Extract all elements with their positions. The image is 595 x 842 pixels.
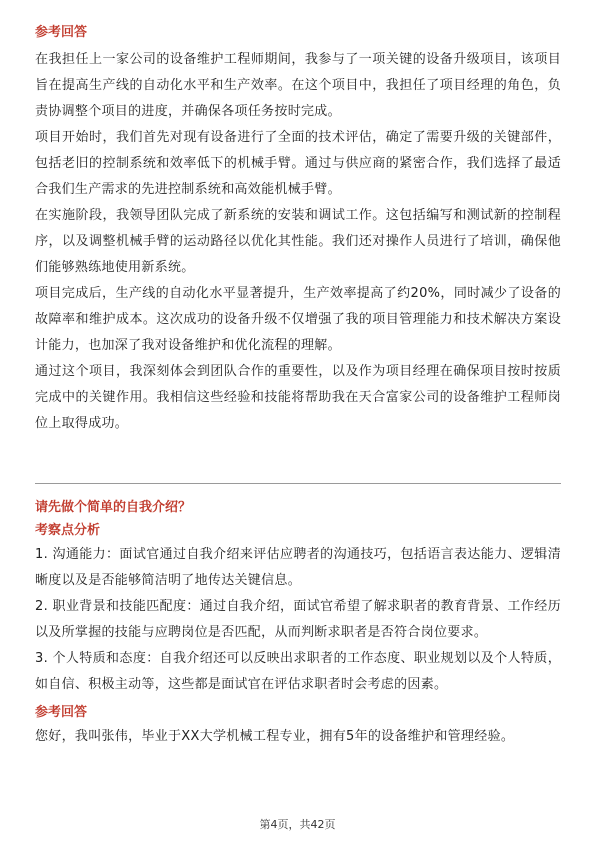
analysis-point: 1. 沟通能力：面试官通过自我介绍来评估应聘者的沟通技巧，包括语言表达能力、逻辑清晰度以及是否能够简洁明了地传达关键信息。: [35, 547, 561, 588]
analysis-point: 3. 个人特质和态度：自我介绍还可以反映出求职者的工作态度、职业规划以及个人特质，如自信、积极主动等，这些都是面试官在评估求职者时会考虑的因素。: [35, 651, 561, 692]
answer-section: [35, 22, 561, 437]
answer-paragraph: 项目完成后，生产线的自动化水平显著提升，生产效率提高了约20%，同时减少了设备的故障率和维护成本。这次成功的设备升级不仅增强了我的项目管理能力和技术解决方案设计能力，也加深了我对设备维护和优化流程的理解。: [35, 286, 561, 353]
answer-body: [35, 47, 561, 437]
answer-paragraph: 在我担任上一家公司的设备维护工程师期间，我参与了一项关键的设备升级项目，该项目旨在提高生产线的自动化水平和生产效率。在这个项目中，我担任了项目经理的角色，负责协调整个项目的进度，并确保各项任务按时完成。: [35, 52, 561, 119]
question-section: [35, 496, 561, 750]
reference-answer-heading-2: 参考回答: [35, 705, 88, 720]
section-divider: [35, 483, 561, 484]
question-title: 请先做个简单的自我介绍？: [35, 500, 192, 515]
page-number: 第4页，共42页: [259, 818, 336, 831]
answer-paragraph: 项目开始时，我们首先对现有设备进行了全面的技术评估，确定了需要升级的关键部件，包括老旧的控制系统和效率低下的机械手臂。通过与供应商的紧密合作，我们选择了最适合我们生产需求的先进控制系统和高效能机械手臂。: [35, 130, 561, 197]
answer-paragraph: 在实施阶段，我领导团队完成了新系统的安装和调试工作。这包括编写和测试新的控制程序，以及调整机械手臂的运动路径以优化其性能。我们还对操作人员进行了培训，确保他们能够熟练地使用新系统。: [35, 208, 561, 275]
answer-intro-text: 您好，我叫张伟，毕业于XX大学机械工程专业，拥有5年的设备维护和管理经验。: [35, 729, 515, 744]
answer-paragraph: 通过这个项目，我深刻体会到团队合作的重要性，以及作为项目经理在确保项目按时按质完成中的关键作用。我相信这些经验和技能将帮助我在天合富家公司的设备维护工程师岗位上取得成功。: [35, 364, 561, 431]
analysis-point: 2. 职业背景和技能匹配度：通过自我介绍，面试官希望了解求职者的教育背景、工作经历以及所掌握的技能与应聘岗位是否匹配，从而判断求职者是否符合岗位要求。: [35, 599, 561, 640]
analysis-heading: 考察点分析: [35, 523, 101, 538]
reference-answer-heading: 参考回答: [35, 25, 88, 40]
